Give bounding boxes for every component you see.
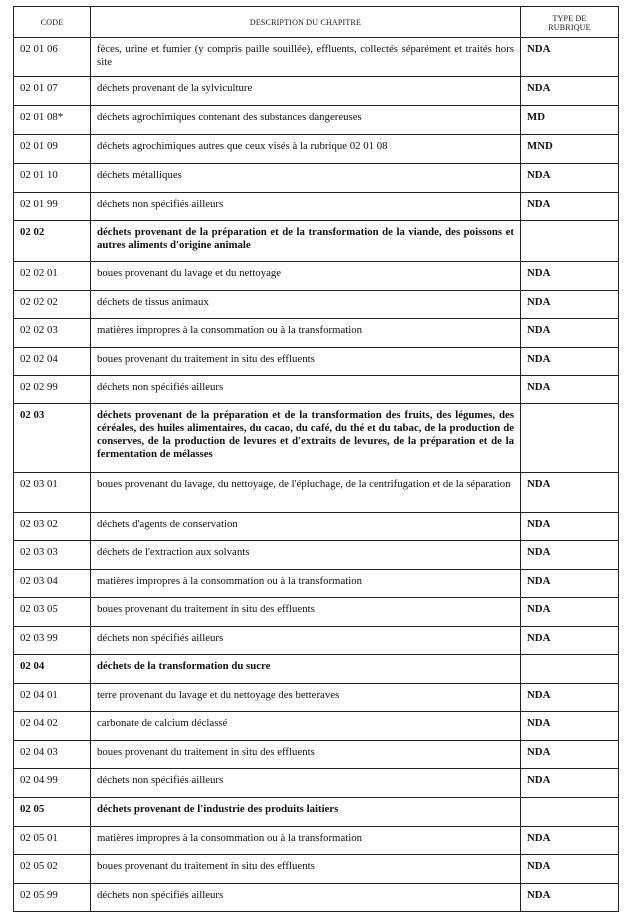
waste-type: NDA bbox=[521, 319, 619, 348]
table-row bbox=[14, 570, 619, 598]
table-row bbox=[14, 38, 619, 77]
table-row bbox=[14, 376, 619, 404]
waste-code: 02 02 bbox=[14, 221, 91, 262]
table-row bbox=[14, 77, 619, 106]
waste-description: déchets provenant de la préparation et de la transformation de la viande, des poissons et autres aliments d'origine animale bbox=[91, 221, 521, 262]
waste-code: 02 03 04 bbox=[14, 570, 91, 598]
waste-type: NDA bbox=[521, 855, 619, 884]
waste-code: 02 03 05 bbox=[14, 598, 91, 627]
waste-type: NDA bbox=[521, 513, 619, 541]
waste-description: déchets non spécifiés ailleurs bbox=[91, 769, 521, 798]
waste-description: déchets non spécifiés ailleurs bbox=[91, 193, 521, 221]
waste-type: NDA bbox=[521, 262, 619, 291]
waste-code: 02 05 bbox=[14, 798, 91, 827]
table-row bbox=[14, 164, 619, 193]
waste-code: 02 01 10 bbox=[14, 164, 91, 193]
waste-description: déchets non spécifiés ailleurs bbox=[91, 884, 521, 912]
header-type-line1: TYPE DE bbox=[552, 13, 587, 23]
waste-code: 02 03 01 bbox=[14, 473, 91, 513]
table-row bbox=[14, 106, 619, 135]
waste-description: déchets provenant de l'industrie des produits laitiers bbox=[91, 798, 521, 827]
table-row bbox=[14, 627, 619, 655]
waste-type: NDA bbox=[521, 376, 619, 404]
waste-type: NDA bbox=[521, 348, 619, 376]
waste-description: déchets non spécifiés ailleurs bbox=[91, 627, 521, 655]
table-row bbox=[14, 291, 619, 319]
waste-type bbox=[521, 404, 619, 473]
waste-description: boues provenant du lavage et du nettoyage bbox=[91, 262, 521, 291]
waste-code: 02 01 09 bbox=[14, 135, 91, 164]
table-row bbox=[14, 193, 619, 221]
section-row bbox=[14, 404, 619, 473]
waste-type: MD bbox=[521, 106, 619, 135]
table-row bbox=[14, 855, 619, 884]
table-header-row bbox=[14, 7, 619, 38]
table-row bbox=[14, 598, 619, 627]
waste-description: matières impropres à la consommation ou à la transformation bbox=[91, 570, 521, 598]
waste-type: NDA bbox=[521, 473, 619, 513]
waste-description: déchets provenant de la sylviculture bbox=[91, 77, 521, 106]
waste-type: NDA bbox=[521, 570, 619, 598]
waste-description: déchets d'agents de conservation bbox=[91, 513, 521, 541]
waste-code: 02 03 bbox=[14, 404, 91, 473]
waste-description: déchets de la transformation du sucre bbox=[91, 655, 521, 684]
header-type-line2: RUBRIQUE bbox=[548, 22, 591, 32]
waste-description: déchets non spécifiés ailleurs bbox=[91, 376, 521, 404]
waste-code: 02 01 07 bbox=[14, 77, 91, 106]
waste-code: 02 05 02 bbox=[14, 855, 91, 884]
waste-type: NDA bbox=[521, 769, 619, 798]
waste-type bbox=[521, 655, 619, 684]
table-row bbox=[14, 348, 619, 376]
waste-code: 02 04 02 bbox=[14, 712, 91, 741]
table-row bbox=[14, 513, 619, 541]
waste-description: boues provenant du traitement in situ des effluents bbox=[91, 348, 521, 376]
waste-code: 02 03 99 bbox=[14, 627, 91, 655]
section-row bbox=[14, 221, 619, 262]
waste-description: déchets agrochimiques autres que ceux visés à la rubrique 02 01 08 bbox=[91, 135, 521, 164]
waste-type: NDA bbox=[521, 884, 619, 912]
waste-type: NDA bbox=[521, 164, 619, 193]
waste-code: 02 03 03 bbox=[14, 541, 91, 570]
waste-description: fèces, urine et fumier (y compris paille souillée), effluents, collectés séparément et traités hors site bbox=[91, 38, 521, 77]
table-row bbox=[14, 884, 619, 912]
waste-type: NDA bbox=[521, 541, 619, 570]
table-row bbox=[14, 262, 619, 291]
waste-description: boues provenant du traitement in situ des effluents bbox=[91, 741, 521, 769]
waste-type: NDA bbox=[521, 712, 619, 741]
waste-description: déchets provenant de la préparation et de la transformation des fruits, des légumes, des céréales, des huiles alimentaires, du cacao, du café, du thé et du tabac, de la production de conserves, de la production de levures et d'extraits de levures, de la préparation et de la fermentation de mélasses bbox=[91, 404, 521, 473]
table-row bbox=[14, 827, 619, 855]
waste-code: 02 03 02 bbox=[14, 513, 91, 541]
waste-code: 02 02 03 bbox=[14, 319, 91, 348]
table-row bbox=[14, 769, 619, 798]
section-row bbox=[14, 798, 619, 827]
waste-type: NDA bbox=[521, 827, 619, 855]
table-row bbox=[14, 135, 619, 164]
waste-type: NDA bbox=[521, 627, 619, 655]
waste-code: 02 02 04 bbox=[14, 348, 91, 376]
table-body bbox=[14, 38, 619, 912]
waste-code: 02 02 99 bbox=[14, 376, 91, 404]
waste-description: boues provenant du traitement in situ des effluents bbox=[91, 855, 521, 884]
header-code: CODE bbox=[14, 7, 91, 38]
waste-code-table bbox=[13, 6, 619, 912]
table-row bbox=[14, 741, 619, 769]
waste-type: NDA bbox=[521, 684, 619, 712]
table-row bbox=[14, 473, 619, 513]
waste-type: MND bbox=[521, 135, 619, 164]
waste-code: 02 05 01 bbox=[14, 827, 91, 855]
waste-type: NDA bbox=[521, 741, 619, 769]
waste-type: NDA bbox=[521, 38, 619, 77]
table-row bbox=[14, 712, 619, 741]
waste-type: NDA bbox=[521, 598, 619, 627]
waste-description: matières impropres à la consommation ou à la transformation bbox=[91, 827, 521, 855]
waste-code: 02 02 02 bbox=[14, 291, 91, 319]
header-description: DESCRIPTION DU CHAPITRE bbox=[91, 7, 521, 38]
waste-code: 02 04 99 bbox=[14, 769, 91, 798]
waste-type: NDA bbox=[521, 193, 619, 221]
waste-code: 02 04 01 bbox=[14, 684, 91, 712]
waste-code: 02 04 bbox=[14, 655, 91, 684]
waste-type bbox=[521, 798, 619, 827]
waste-description: carbonate de calcium déclassé bbox=[91, 712, 521, 741]
table-row bbox=[14, 684, 619, 712]
waste-code: 02 02 01 bbox=[14, 262, 91, 291]
waste-description: terre provenant du lavage et du nettoyage des betteraves bbox=[91, 684, 521, 712]
waste-description: boues provenant du lavage, du nettoyage, de l'épluchage, de la centrifugation et de la séparation bbox=[91, 473, 521, 513]
waste-description: déchets de tissus animaux bbox=[91, 291, 521, 319]
waste-code: 02 05 99 bbox=[14, 884, 91, 912]
waste-code: 02 01 06 bbox=[14, 38, 91, 77]
waste-type bbox=[521, 221, 619, 262]
waste-code: 02 04 03 bbox=[14, 741, 91, 769]
waste-description: déchets agrochimiques contenant des substances dangereuses bbox=[91, 106, 521, 135]
section-row bbox=[14, 655, 619, 684]
waste-description: déchets de l'extraction aux solvants bbox=[91, 541, 521, 570]
waste-description: déchets métalliques bbox=[91, 164, 521, 193]
table-row bbox=[14, 541, 619, 570]
waste-description: boues provenant du traitement in situ des effluents bbox=[91, 598, 521, 627]
waste-type: NDA bbox=[521, 77, 619, 106]
waste-code: 02 01 08* bbox=[14, 106, 91, 135]
table-row bbox=[14, 319, 619, 348]
waste-code: 02 01 99 bbox=[14, 193, 91, 221]
waste-description: matières impropres à la consommation ou à la transformation bbox=[91, 319, 521, 348]
header-type bbox=[521, 7, 619, 38]
waste-type: NDA bbox=[521, 291, 619, 319]
